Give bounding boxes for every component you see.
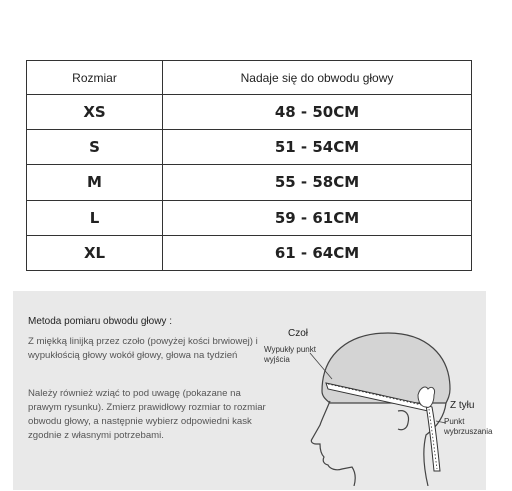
table-row — [27, 130, 472, 165]
measurement-panel — [13, 291, 493, 490]
size-cell: M — [27, 165, 163, 200]
head-profile-illustration — [250, 311, 486, 486]
range-cell: 61 - 64CM — [163, 235, 472, 270]
size-chart-table — [26, 60, 472, 271]
table-row — [27, 235, 472, 270]
range-cell: 51 - 54CM — [163, 130, 472, 165]
size-cell: S — [27, 130, 163, 165]
size-cell: XL — [27, 235, 163, 270]
range-cell: 48 - 50CM — [163, 95, 472, 130]
table-row — [27, 165, 472, 200]
table-row — [27, 200, 472, 235]
size-cell: XS — [27, 95, 163, 130]
front-note: Wypukły punkt wyjścia — [264, 345, 316, 364]
header-size: Rozmiar — [27, 61, 163, 95]
header-head-circumference: Nadaje się do obwodu głowy — [163, 61, 472, 95]
table-header-row — [27, 61, 472, 95]
method-paragraph-1: Z miękką linijką przez czoło (powyżej kości brwiowej) i wypukłością głowy wokół głowy, głowa na tydzień — [28, 336, 258, 361]
range-cell: 59 - 61CM — [163, 200, 472, 235]
front-label: Czoł — [288, 328, 309, 339]
back-note: Punkt wybrzuszania — [444, 417, 493, 436]
face-outline — [311, 401, 355, 486]
head-measurement-diagram — [250, 311, 493, 486]
back-label: Z tyłu — [450, 400, 475, 411]
table-row — [27, 95, 472, 130]
hand-illustration — [418, 387, 435, 407]
ear-outline — [398, 411, 409, 430]
size-cell: L — [27, 200, 163, 235]
method-title: Metoda pomiaru obwodu głowy : — [28, 316, 172, 327]
method-paragraph-2: Należy również wziąć to pod uwagę (pokazane na prawym rysunku). Zmierz prawidłowy rozmiar to rozmiar obwodu głowy, a następnie wybierz odpowiedni kask zgodnie z własnymi potrzebami. — [28, 388, 266, 441]
range-cell: 55 - 58CM — [163, 165, 472, 200]
